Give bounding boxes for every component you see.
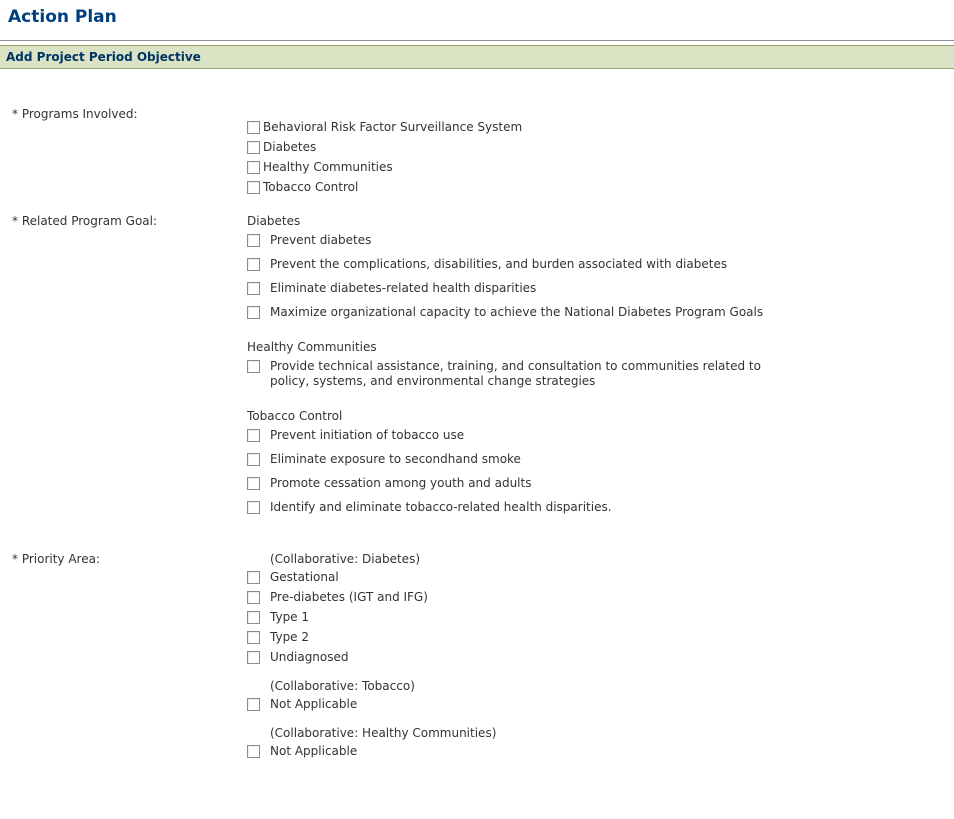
goal-option-provide-technical-assistance[interactable] — [247, 359, 867, 389]
priority-healthy-option-not-applicable[interactable] — [247, 744, 867, 759]
section-header-bar — [0, 45, 954, 69]
program-option-label: Healthy Communities — [263, 160, 393, 174]
program-option-label: Diabetes — [263, 140, 317, 154]
goal-group-heading-diabetes: Diabetes — [247, 214, 301, 228]
priority-option-label: Pre-diabetes (IGT and IFG) — [270, 590, 428, 604]
goal-promote-cessation-checkbox[interactable] — [247, 477, 260, 490]
priority-option-label: Gestational — [270, 570, 339, 584]
priority-gestational-checkbox[interactable] — [247, 571, 260, 584]
goal-option-label: Promote cessation among youth and adults — [270, 476, 532, 490]
priority-group-diabetes — [247, 552, 867, 665]
goal-option-identify-disparities[interactable] — [247, 500, 867, 515]
priority-tobacco-not-applicable-checkbox[interactable] — [247, 698, 260, 711]
goal-group-heading-healthy-communities: Healthy Communities — [247, 340, 377, 354]
goal-group-healthy-communities — [247, 340, 867, 389]
priority-option-type-2[interactable] — [247, 630, 867, 645]
program-healthy-communities-checkbox[interactable] — [247, 161, 260, 174]
goal-provide-technical-assistance-checkbox[interactable] — [247, 360, 260, 373]
goal-option-promote-cessation[interactable] — [247, 476, 867, 491]
programs-involved-options — [247, 107, 867, 200]
program-option-label: Tobacco Control — [263, 180, 359, 194]
priority-type-1-checkbox[interactable] — [247, 611, 260, 624]
priority-option-type-1[interactable] — [247, 610, 867, 625]
goal-option-maximize-capacity[interactable] — [247, 305, 867, 320]
priority-type-2-checkbox[interactable] — [247, 631, 260, 644]
priority-option-gestational[interactable] — [247, 570, 867, 585]
goal-option-label: Identify and eliminate tobacco-related health disparities. — [270, 500, 612, 514]
priority-group-heading-diabetes: (Collaborative: Diabetes) — [270, 552, 420, 566]
goal-option-label: Maximize organizational capacity to achieve the National Diabetes Program Goals — [270, 305, 764, 319]
goal-option-label: Eliminate exposure to secondhand smoke — [270, 452, 521, 466]
page-title: Action Plan — [8, 7, 117, 27]
priority-group-heading-healthy-communities: (Collaborative: Healthy Communities) — [270, 726, 497, 740]
program-option-diabetes[interactable] — [247, 140, 867, 155]
priority-option-label: Type 1 — [270, 610, 310, 624]
goal-option-prevent-diabetes[interactable] — [247, 233, 867, 248]
priority-group-tobacco — [247, 679, 867, 712]
priority-option-label: Undiagnosed — [270, 650, 349, 664]
priority-option-pre-diabetes[interactable] — [247, 590, 867, 605]
action-plan-page — [0, 7, 954, 764]
priority-group-healthy-communities — [247, 726, 867, 759]
priority-group-heading-tobacco: (Collaborative: Tobacco) — [270, 679, 415, 693]
program-brfss-checkbox[interactable] — [247, 121, 260, 134]
related-program-goal-options — [247, 214, 867, 524]
program-option-healthy-communities[interactable] — [247, 160, 867, 175]
goal-option-prevent-complications[interactable] — [247, 257, 867, 272]
goal-option-label: Prevent the complications, disabilities, and burden associated with diabetes — [270, 257, 728, 271]
goal-prevent-initiation-checkbox[interactable] — [247, 429, 260, 442]
program-option-tobacco-control[interactable] — [247, 180, 867, 195]
priority-tobacco-option-not-applicable[interactable] — [247, 697, 867, 712]
title-divider — [0, 40, 954, 41]
goal-group-tobacco-control — [247, 409, 867, 515]
section-header: Add Project Period Objective — [6, 50, 201, 64]
add-objective-form — [0, 107, 954, 764]
priority-area-label: * Priority Area: — [12, 552, 100, 566]
related-program-goal-label: * Related Program Goal: — [12, 214, 158, 228]
goal-option-label: Prevent initiation of tobacco use — [270, 428, 465, 442]
goal-option-eliminate-secondhand-smoke[interactable] — [247, 452, 867, 467]
priority-pre-diabetes-checkbox[interactable] — [247, 591, 260, 604]
priority-healthy-not-applicable-checkbox[interactable] — [247, 745, 260, 758]
goal-identify-disparities-checkbox[interactable] — [247, 501, 260, 514]
form-row-related-program-goal — [0, 214, 954, 524]
goal-eliminate-disparities-checkbox[interactable] — [247, 282, 260, 295]
goal-option-label: Prevent diabetes — [270, 233, 372, 247]
goal-maximize-capacity-checkbox[interactable] — [247, 306, 260, 319]
priority-option-label: Type 2 — [270, 630, 310, 644]
goal-option-label: Provide technical assistance, training, and consultation to communities related to policy, systems, and environmental change strategies — [270, 359, 761, 388]
goal-eliminate-secondhand-smoke-checkbox[interactable] — [247, 453, 260, 466]
priority-option-label: Not Applicable — [270, 744, 358, 758]
programs-option-list — [247, 120, 867, 195]
form-row-programs-involved — [0, 107, 954, 200]
program-option-label: Behavioral Risk Factor Surveillance System — [263, 120, 523, 134]
program-option-brfss[interactable] — [247, 120, 867, 135]
form-row-priority-area — [0, 552, 954, 764]
goal-prevent-diabetes-checkbox[interactable] — [247, 234, 260, 247]
program-tobacco-control-checkbox[interactable] — [247, 181, 260, 194]
priority-option-label: Not Applicable — [270, 697, 358, 711]
goal-group-heading-tobacco-control: Tobacco Control — [247, 409, 343, 423]
goal-option-label: Eliminate diabetes-related health disparities — [270, 281, 537, 295]
goal-option-prevent-initiation[interactable] — [247, 428, 867, 443]
priority-area-options — [247, 552, 867, 764]
priority-option-undiagnosed[interactable] — [247, 650, 867, 665]
program-diabetes-checkbox[interactable] — [247, 141, 260, 154]
goal-prevent-complications-checkbox[interactable] — [247, 258, 260, 271]
goal-option-eliminate-disparities[interactable] — [247, 281, 867, 296]
goal-group-diabetes — [247, 214, 867, 320]
programs-involved-label: * Programs Involved: — [12, 107, 138, 121]
priority-undiagnosed-checkbox[interactable] — [247, 651, 260, 664]
